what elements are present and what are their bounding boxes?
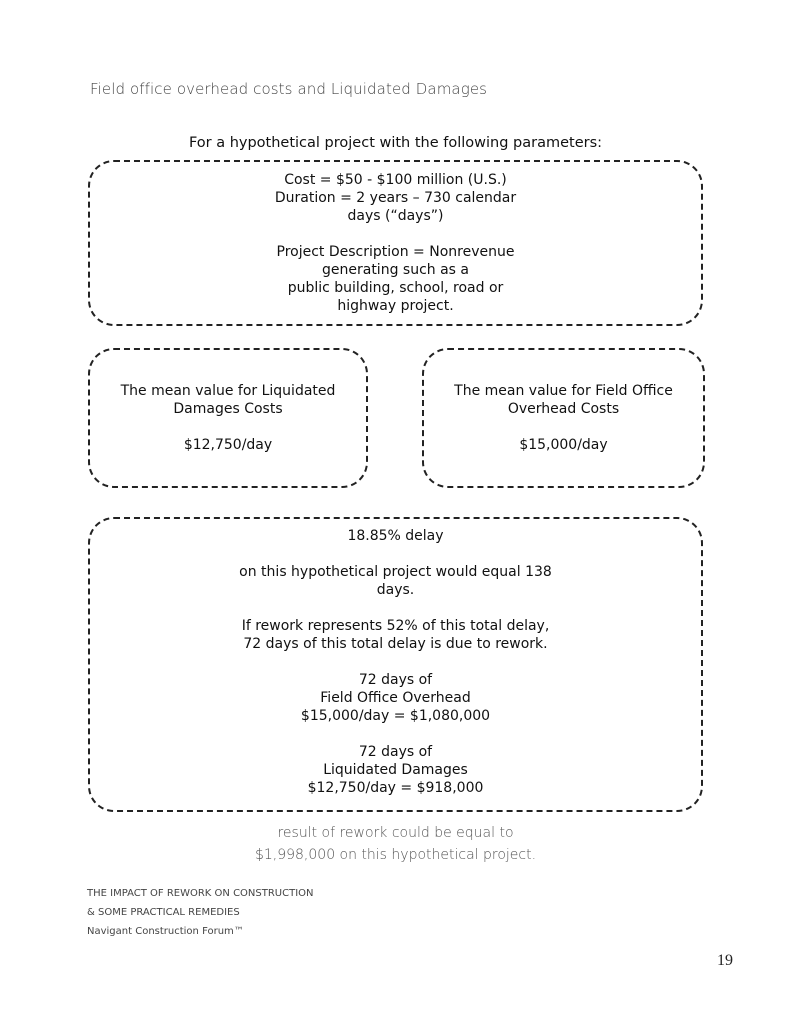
param-description: Project Description = Nonrevenue [276,244,515,260]
delay-percent: 18.85% delay [347,528,444,544]
calculation-box [88,517,703,812]
param-description-cont: public building, school, road or [287,280,504,296]
liquidated-damages-box [88,348,368,488]
param-description-cont: generating such as a [322,262,469,278]
footer-subtitle: & SOME PRACTICAL REMEDIES [87,907,240,918]
footer [87,884,314,941]
result-line: result of rework could be equal to [277,825,514,841]
result-total: $1,998,000 on this hypothetical project. [254,847,537,863]
fo-calc-label: Field Office Overhead [320,690,471,706]
page-number: 19 [717,952,733,969]
ld-calc-total: $12,750/day = $918,000 [307,780,484,796]
parameters-box [88,160,703,326]
param-description-cont: highway project. [337,298,454,314]
footer-title: THE IMPACT OF REWORK ON CONSTRUCTION [87,888,314,899]
delay-days: on this hypothetical project would equal 138 [239,564,552,580]
ld-value: $12,750/day [183,437,273,453]
intro-heading: For a hypothetical project with the following parameters: [188,135,603,151]
fo-value: $15,000/day [519,437,608,453]
section-title: Field office overhead costs and Liquidated Damages [90,80,488,98]
fo-calc-days: 72 days of [358,672,433,688]
footer-publisher: Navigant Construction Forum™ [87,926,244,937]
param-duration: Duration = 2 years – 730 calendar [274,190,517,206]
fo-label: The mean value for Field Office [454,383,673,399]
ld-label-cont: Damages Costs [173,401,283,417]
rework-share: If rework represents 52% of this total delay, [241,618,550,634]
delay-days-cont: days. [376,582,415,598]
ld-calc-days: 72 days of [358,744,433,760]
rework-days: 72 days of this total delay is due to rework. [243,636,548,652]
param-duration-cont: days (“days”) [347,208,444,224]
param-cost: Cost = $50 - $100 million (U.S.) [284,172,507,188]
result-text [0,822,791,866]
ld-label: The mean value for Liquidated [120,383,336,399]
ld-calc-label: Liquidated Damages [323,762,468,778]
fo-calc-total: $15,000/day = $1,080,000 [300,708,491,724]
field-office-box [422,348,705,488]
fo-label-cont: Overhead Costs [507,401,620,417]
